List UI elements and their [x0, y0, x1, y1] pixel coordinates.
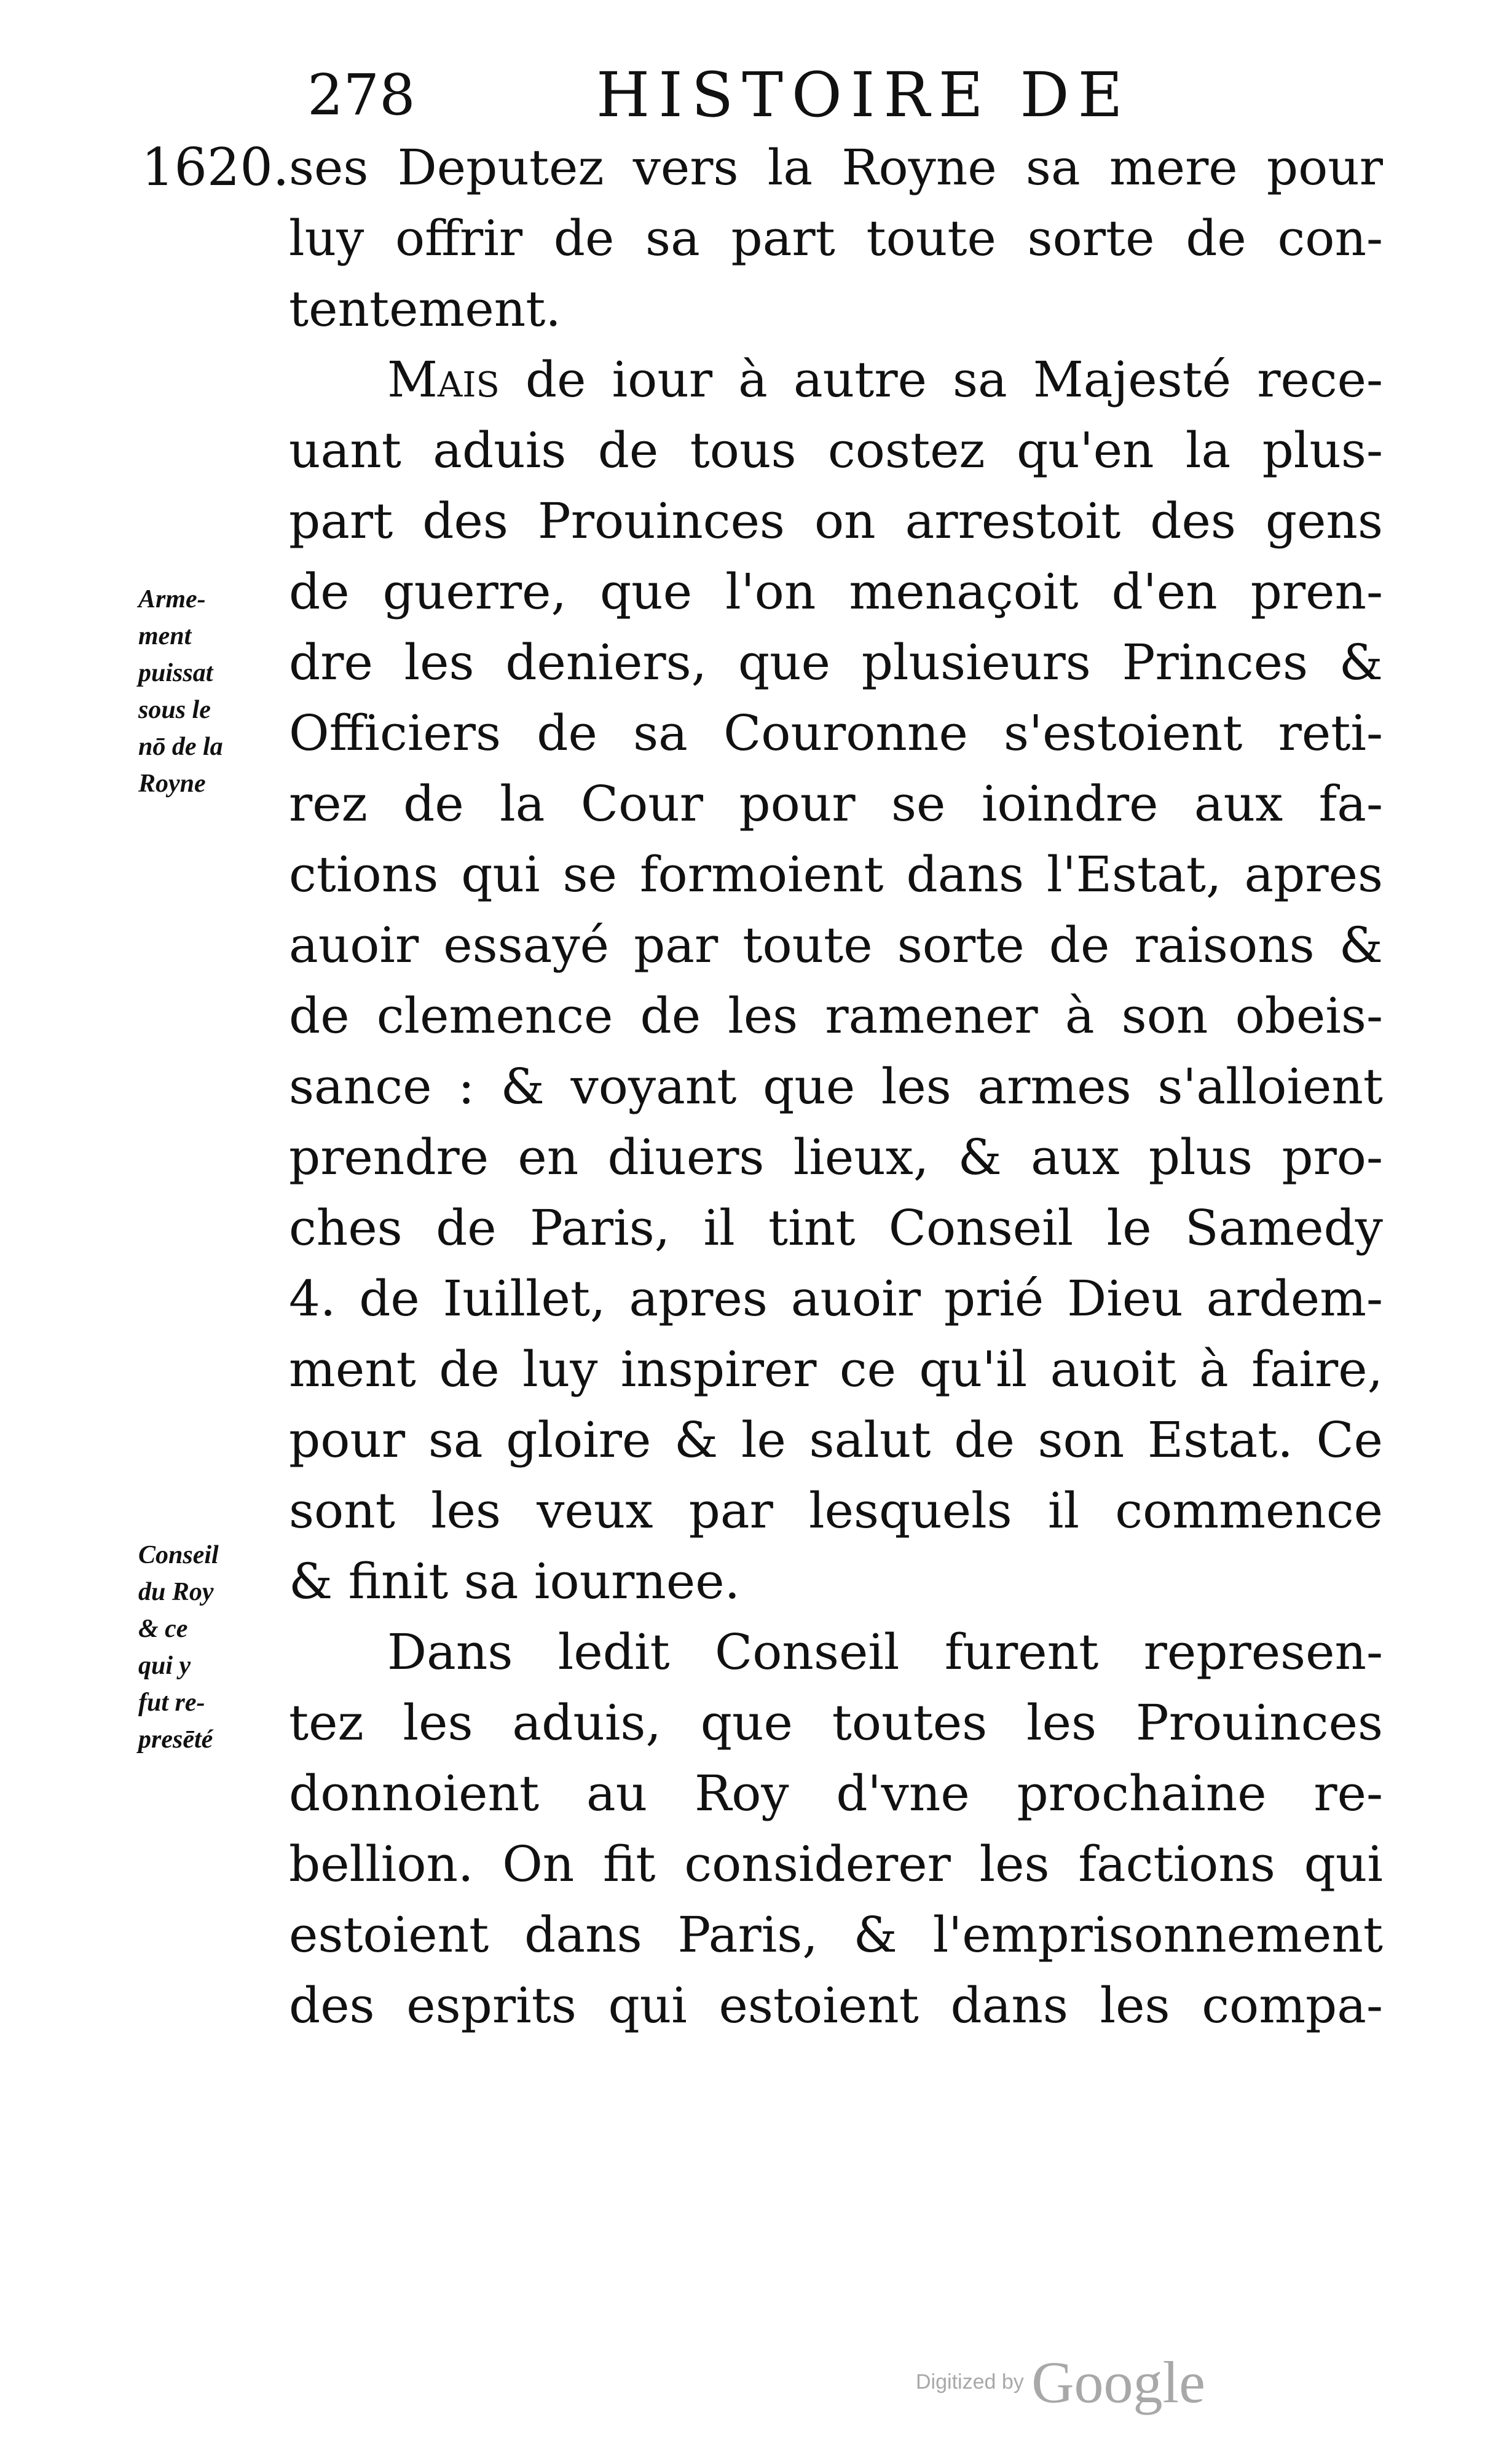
text-line: pour sa gloire & le salut de son Estat. Ce	[289, 1411, 1383, 1468]
margin-note-line: ment	[138, 622, 192, 650]
margin-note-line: presēté	[138, 1725, 213, 1754]
text-line: part des Prouinces on arrestoit des gens	[289, 492, 1383, 550]
text-line: rez de la Cour pour se ioindre aux fa-	[289, 775, 1383, 832]
text-line: ches de Paris, il tint Conseil le Samedy	[289, 1199, 1383, 1256]
text-line: sance : & voyant que les armes s'alloient	[289, 1058, 1383, 1115]
lead-word: Mais	[387, 351, 500, 408]
text-line: tentement.	[289, 280, 561, 337]
text-line: estoient dans Paris, & l'emprisonnement	[289, 1906, 1383, 1963]
margin-note-line: puissat	[138, 659, 213, 687]
text-line-rest: de iour à autre sa Majesté rece-	[499, 351, 1383, 408]
text-line: ses Deputez vers la Royne sa mere pour	[289, 139, 1383, 196]
margin-note-line: fut re-	[138, 1689, 205, 1717]
text-line: auoir essayé par toute sorte de raisons &	[289, 916, 1383, 974]
text-line: uant aduis de tous costez qu'en la plus-	[289, 422, 1383, 479]
margin-note-line: sous le	[138, 696, 211, 724]
text-line: des esprits qui estoient dans les compa-	[289, 1977, 1383, 2034]
text-line: luy offrir de sa part toute sorte de con-	[289, 210, 1383, 267]
running-title: HISTOIRE DE	[596, 59, 1132, 131]
margin-note-line: Conseil	[138, 1541, 219, 1569]
margin-year: 1620.	[141, 137, 289, 197]
text-line: ctions qui se formoient dans l'Estat, apres	[289, 846, 1383, 903]
google-logo: Google	[1031, 2349, 1205, 2415]
text-line: donnoient au Roy d'vne prochaine re-	[289, 1765, 1383, 1822]
page-number: 278	[307, 62, 415, 128]
margin-note-conseil	[138, 1537, 286, 1758]
margin-note-line: Royne	[138, 770, 206, 798]
text-line: Dans ledit Conseil furent represen-	[387, 1623, 1383, 1681]
margin-note-armement	[138, 581, 286, 802]
margin-note-line: Arme-	[138, 585, 206, 613]
text-line: ment de luy inspirer ce qu'il auoit à faire,	[289, 1341, 1383, 1398]
margin-note-line: & ce	[138, 1615, 188, 1643]
text-line: dre les deniers, que plusieurs Princes &	[289, 634, 1383, 691]
margin-note-line: du Roy	[138, 1578, 214, 1606]
text-line: prendre en diuers lieux, & aux plus pro-	[289, 1129, 1383, 1186]
page-header	[307, 58, 1401, 138]
text-line: tez les aduis, que toutes les Prouinces	[289, 1694, 1383, 1751]
text-line: & finit sa iournee.	[289, 1553, 741, 1610]
text-line	[289, 344, 1383, 415]
text-line: sont les veux par lesquels il commence	[289, 1482, 1383, 1539]
body-text	[289, 132, 1383, 2041]
text-line: Officiers de sa Couronne s'estoient reti-	[289, 704, 1383, 762]
text-line: de clemence de les ramener à son obeis-	[289, 987, 1383, 1044]
text-line: bellion. On fit considerer les factions qui	[289, 1835, 1383, 1893]
digitized-label: Digitized by	[916, 2370, 1024, 2394]
text-line: de guerre, que l'on menaçoit d'en pren-	[289, 563, 1383, 620]
margin-note-line: qui y	[138, 1652, 191, 1680]
digitized-watermark	[916, 2348, 1205, 2416]
text-line: 4. de Iuillet, apres auoir prié Dieu ardem-	[289, 1270, 1383, 1327]
margin-note-line: nō de la	[138, 733, 223, 761]
